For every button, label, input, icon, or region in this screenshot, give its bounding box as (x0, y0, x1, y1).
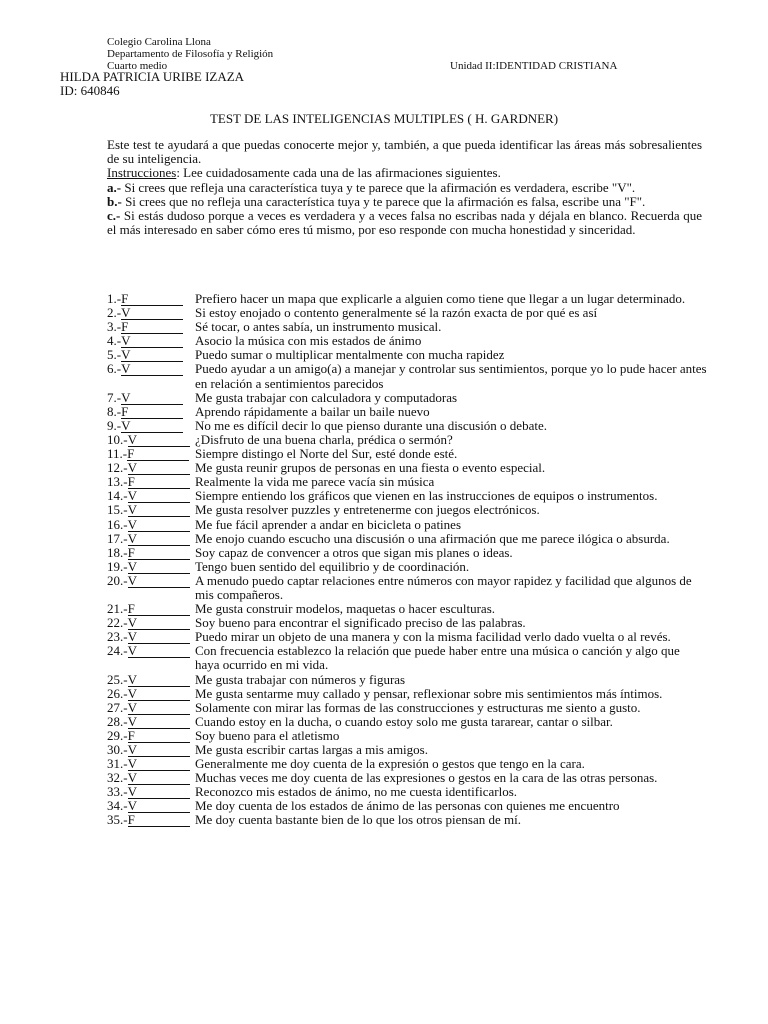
question-number (107, 602, 195, 616)
student-name: HILDA PATRICIA URIBE IZAZA (60, 69, 245, 84)
answer-field[interactable]: V (128, 504, 190, 517)
answer-field[interactable]: V (121, 349, 183, 362)
question-number-label: 27.- (107, 700, 128, 715)
question-item (107, 701, 707, 715)
question-text: Me doy cuenta de los estados de ánimo de las personas con quienes me encuentro (195, 798, 620, 814)
question-number-label: 15.- (107, 503, 128, 518)
question-number (107, 673, 195, 687)
answer-field[interactable]: V (128, 716, 190, 729)
answer-field[interactable]: F (127, 448, 189, 461)
question-number-label: 11.- (107, 447, 128, 462)
answer-field[interactable]: V (128, 786, 190, 799)
question-number (107, 715, 195, 729)
question-number-label: 12.- (107, 461, 128, 476)
question-item (107, 334, 707, 348)
answer-field[interactable]: V (121, 363, 183, 376)
instruction-c-label: c.- (107, 208, 121, 224)
question-text: Me gusta trabajar con calculadora y computadoras (195, 389, 458, 405)
question-text: Siempre distingo el Norte del Sur, esté donde esté. (195, 446, 458, 462)
question-number (107, 771, 195, 785)
question-number-label: 32.- (107, 771, 128, 786)
question-number (107, 320, 195, 334)
answer-field[interactable]: V (128, 462, 190, 475)
course-name: Cuarto medio (107, 60, 168, 72)
question-text: Cuando estoy en la ducha, o cuando estoy solo me gusta tararear, cantar o silbar. (195, 713, 613, 729)
question-item (107, 475, 707, 489)
question-number-label: 9.- (107, 418, 122, 433)
question-text: Siempre entiendo los gráficos que vienen en las instrucciones de equipos o instrumentos. (195, 488, 658, 504)
question-number (107, 532, 195, 546)
question-item (107, 743, 707, 757)
answer-field[interactable]: V (121, 392, 183, 405)
question-text: Me gusta resolver puzzles y entretenerme con juegos electrónicos. (195, 502, 540, 518)
question-number-label: 1.- (107, 292, 122, 306)
question-number-label: 3.- (107, 320, 122, 335)
question-number-label: 6.- (107, 362, 122, 377)
answer-field[interactable]: V (128, 434, 190, 447)
question-text: Aprendo rápidamente a bailar un baile nuevo (195, 403, 430, 419)
intro-section (107, 138, 702, 237)
question-number-label: 29.- (107, 728, 128, 743)
instruction-a-text: Si crees que refleja una característica tuya y te parece que la afirmación es verdadera, escribe "V". (121, 179, 636, 195)
instruction-c (107, 209, 702, 237)
question-text: Me gusta trabajar con números y figuras (195, 671, 406, 687)
question-number (107, 644, 195, 672)
question-number (107, 292, 195, 306)
question-number-label: 22.- (107, 616, 128, 631)
answer-field[interactable]: V (128, 533, 190, 546)
question-number (107, 489, 195, 503)
question-text: Me gusta sentarme muy callado y pensar, reflexionar sobre mis sentimientos más íntimos. (195, 685, 663, 701)
answer-field[interactable]: F (128, 730, 190, 743)
question-number-label: 35.- (107, 813, 128, 828)
question-item (107, 405, 707, 419)
question-number (107, 362, 195, 390)
question-number (107, 757, 195, 771)
question-text: Si estoy enojado o contento generalmente sé la razón exacta de por qué es así (195, 305, 598, 321)
question-item (107, 419, 707, 433)
question-number-label: 5.- (107, 348, 122, 363)
question-number-label: 34.- (107, 799, 128, 814)
answer-field[interactable]: V (128, 758, 190, 771)
answer-field[interactable]: F (128, 814, 190, 827)
question-text: Sé tocar, o antes sabía, un instrumento musical. (195, 319, 442, 335)
answer-field[interactable]: F (128, 547, 190, 560)
answer-field[interactable]: V (128, 617, 190, 630)
answer-field[interactable]: V (128, 519, 190, 532)
answer-field[interactable]: V (121, 420, 183, 433)
question-text: Me fue fácil aprender a andar en bicicleta o patines (195, 516, 461, 532)
question-item (107, 433, 707, 447)
question-item (107, 320, 707, 334)
question-number (107, 475, 195, 489)
question-number (107, 419, 195, 433)
question-item (107, 489, 707, 503)
question-item (107, 306, 707, 320)
question-list (107, 292, 707, 828)
question-number (107, 546, 195, 560)
question-number (107, 616, 195, 630)
question-number-label: 13.- (107, 475, 128, 490)
question-text: Tengo buen sentido del equilibrio y de coordinación. (195, 558, 470, 574)
question-number (107, 433, 195, 447)
question-number-label: 25.- (107, 672, 128, 687)
question-item (107, 785, 707, 799)
question-number (107, 405, 195, 419)
question-number (107, 785, 195, 799)
question-number (107, 813, 195, 827)
question-item (107, 348, 707, 362)
question-text: Muchas veces me doy cuenta de las expresiones o gestos en la cara de las otras personas. (195, 770, 658, 786)
question-item (107, 616, 707, 630)
answer-field[interactable]: V (128, 800, 190, 813)
question-number-label: 20.- (107, 573, 128, 588)
question-text: Con frecuencia establezco la relación que puede haber entre una música o canción y algo que haya ocurrido en mi vida. (195, 643, 680, 673)
intro-paragraph: Este test te ayudará a que puedas conocerte mejor y, también, a que pueda identificar las áreas más sobresalientes de su inteligencia. (107, 137, 702, 167)
answer-field[interactable]: V (128, 631, 190, 644)
question-text: Solamente con mirar las formas de las construcciones y estructuras me siento a gusto. (195, 699, 641, 715)
question-number (107, 461, 195, 475)
answer-field[interactable]: V (121, 307, 183, 320)
question-number (107, 447, 195, 461)
question-number-label: 31.- (107, 757, 128, 772)
question-item (107, 574, 707, 602)
question-text: Puedo ayudar a un amigo(a) a manejar y controlar sus sentimientos, porque yo lo pude hacer antes en relación a sentimientos parecidos (195, 361, 707, 391)
answer-field[interactable]: V (128, 645, 190, 658)
question-item (107, 757, 707, 771)
question-number (107, 729, 195, 743)
question-number-label: 26.- (107, 686, 128, 701)
instruction-a (107, 181, 702, 195)
question-text: A menudo puedo captar relaciones entre números con mayor rapidez y facilidad que algunos de mis compañeros. (195, 572, 692, 602)
question-item (107, 546, 707, 560)
school-name: Colegio Carolina Llona (107, 36, 211, 48)
question-text: Asocio la música con mis estados de ánimo (195, 333, 422, 349)
question-text: Prefiero hacer un mapa que explicarle a alguien como tiene que llegar a un lugar determinado. (195, 291, 686, 306)
question-text: Generalmente me doy cuenta de la expresión o gestos que tengo en la cara. (195, 756, 585, 772)
unit-name: Unidad II:IDENTIDAD CRISTIANA (450, 60, 618, 72)
question-number-label: 23.- (107, 630, 128, 645)
question-item (107, 644, 707, 672)
instruction-b (107, 195, 702, 209)
question-number-label: 4.- (107, 334, 122, 349)
question-item (107, 771, 707, 785)
question-text: Me gusta construir modelos, maquetas o hacer esculturas. (195, 601, 495, 617)
answer-field[interactable]: V (128, 772, 190, 785)
question-number (107, 503, 195, 517)
question-item (107, 362, 707, 390)
question-item (107, 813, 707, 827)
question-number (107, 701, 195, 715)
instruction-a-label: a.- (107, 179, 122, 195)
question-item (107, 503, 707, 517)
question-number-label: 8.- (107, 404, 122, 419)
question-number (107, 348, 195, 362)
question-number-label: 18.- (107, 545, 128, 560)
question-number (107, 391, 195, 405)
answer-field[interactable]: V (128, 688, 190, 701)
question-text: Realmente la vida me parece vacía sin música (195, 474, 435, 490)
question-number-label: 2.- (107, 306, 122, 321)
question-number-label: 7.- (107, 390, 122, 405)
answer-field[interactable]: V (121, 335, 183, 348)
question-item (107, 630, 707, 644)
question-number (107, 306, 195, 320)
answer-field[interactable]: V (128, 674, 190, 687)
question-item (107, 461, 707, 475)
question-text: Me doy cuenta bastante bien de lo que los otros piensan de mí. (195, 812, 522, 828)
question-number-label: 21.- (107, 602, 128, 617)
answer-field[interactable]: V (128, 561, 190, 574)
department-name: Departamento de Filosofía y Religión (107, 48, 274, 60)
question-item (107, 729, 707, 743)
question-item (107, 292, 707, 306)
question-text: Me enojo cuando escucho una discusión o una afirmación que me parece ilógica o absurda. (195, 530, 670, 546)
answer-field[interactable]: F (128, 476, 190, 489)
question-number-label: 28.- (107, 714, 128, 729)
student-id: ID: 640846 (60, 83, 120, 98)
question-number-label: 24.- (107, 644, 128, 659)
question-number (107, 743, 195, 757)
answer-field[interactable]: F (128, 603, 190, 616)
question-text: Soy bueno para el atletismo (195, 727, 340, 743)
question-number (107, 799, 195, 813)
question-number-label: 17.- (107, 531, 128, 546)
question-number-label: 33.- (107, 785, 128, 800)
answer-field[interactable]: V (128, 490, 190, 503)
question-text: Puedo sumar o multiplicar mentalmente con mucha rapidez (195, 347, 505, 363)
page-title: TEST DE LAS INTELIGENCIAS MULTIPLES ( H. GARDNER) (209, 111, 559, 126)
question-text: Puedo mirar un objeto de una manera y con la misma facilidad verlo dado vuelta o al revés. (195, 629, 671, 645)
answer-field[interactable]: V (128, 744, 190, 757)
answer-field[interactable]: V (128, 575, 190, 588)
instruction-b-text: Si crees que no refleja una característica tuya y te parece que la afirmación es falsa, escribe una "F". (121, 193, 646, 209)
answer-field[interactable]: V (128, 702, 190, 715)
question-number-label: 30.- (107, 743, 128, 757)
question-number-label: 14.- (107, 489, 128, 504)
question-item (107, 560, 707, 574)
question-text: Reconozco mis estados de ánimo, no me cuesta identificarlos. (195, 784, 518, 800)
question-item (107, 602, 707, 616)
instruction-b-label: b.- (107, 193, 122, 209)
answer-field[interactable]: F (121, 321, 183, 334)
question-text: Me gusta escribir cartas largas a mis amigos. (195, 742, 428, 757)
question-item (107, 673, 707, 687)
instructions (107, 166, 702, 180)
question-number (107, 560, 195, 574)
question-number (107, 574, 195, 602)
question-number-label: 19.- (107, 559, 128, 574)
question-number-label: 16.- (107, 517, 128, 532)
question-text: Me gusta reunir grupos de personas en una fiesta o evento especial. (195, 460, 546, 476)
question-item (107, 391, 707, 405)
question-text: Soy capaz de convencer a otros que sigan mis planes o ideas. (195, 544, 513, 560)
question-text: ¿Disfruto de una buena charla, prédica o sermón? (195, 431, 453, 447)
question-number (107, 518, 195, 532)
instruction-c-text: Si estás dudoso porque a veces es verdadera y a veces falsa no escribas nada y déjala en blanco. Recuerda que el más interesado en saber cómo eres tú mismo, por eso responde con mucha honestidad y sinceridad. (107, 208, 702, 238)
question-text: Soy bueno para encontrar el significado preciso de las palabras. (195, 615, 526, 631)
question-item (107, 715, 707, 729)
instructions-label: Instrucciones (107, 165, 177, 181)
question-text: No me es difícil decir lo que pienso durante una discusión o debate. (195, 417, 547, 433)
question-number-label: 10.- (107, 432, 128, 447)
question-item (107, 687, 707, 701)
question-item (107, 532, 707, 546)
question-number (107, 334, 195, 348)
question-item (107, 447, 707, 461)
answer-field[interactable]: F (121, 406, 183, 419)
question-number (107, 630, 195, 644)
question-item (107, 799, 707, 813)
instructions-text: : Lee cuidadosamente cada una de las afirmaciones siguientes. (176, 165, 501, 181)
question-item (107, 518, 707, 532)
answer-field[interactable]: F (121, 293, 183, 306)
question-number (107, 687, 195, 701)
